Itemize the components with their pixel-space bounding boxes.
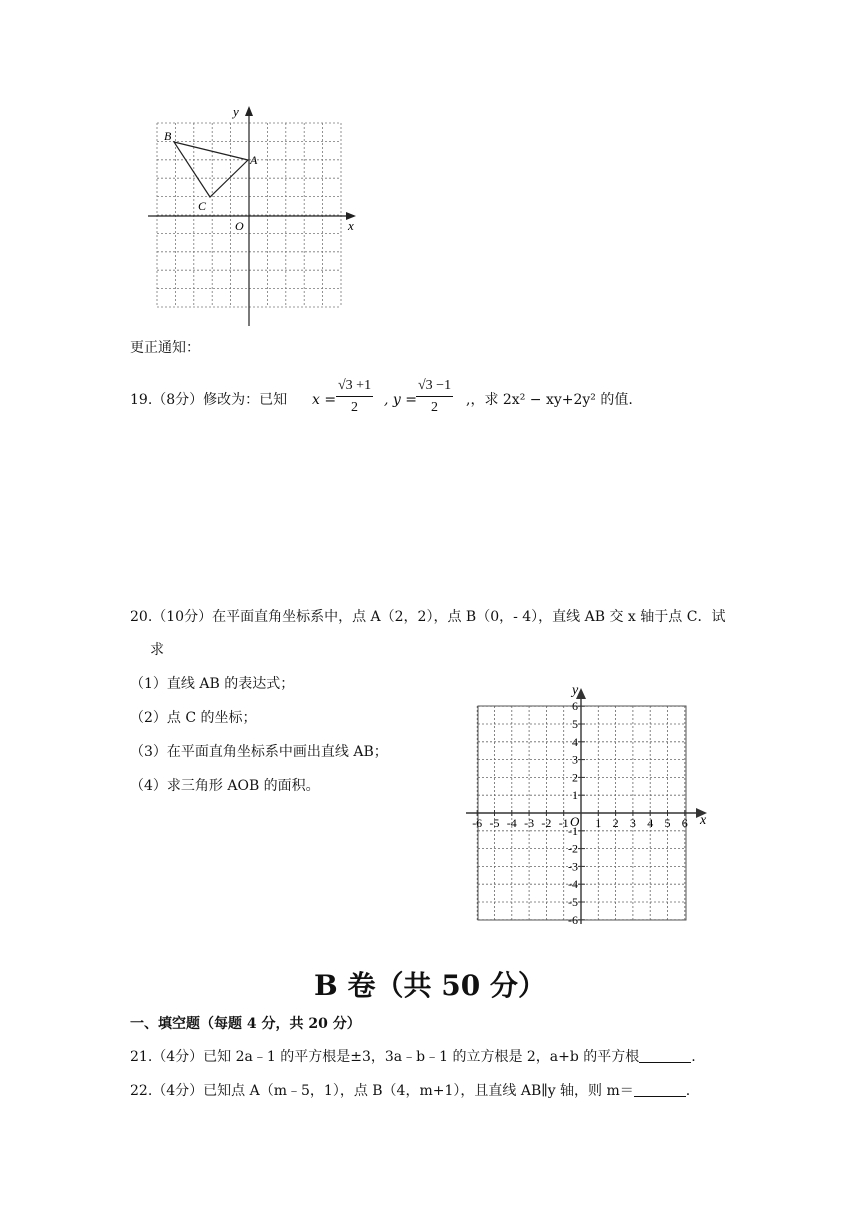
y-tick-label: -2	[568, 841, 578, 856]
q19-x-fraction	[336, 376, 373, 419]
q22-text: 22.（4分）已知点 A（m﹣5，1），点 B（4，m+1），且直线 AB∥y 轴，则 m＝	[130, 1083, 634, 1099]
x-tick-label: 6	[681, 816, 688, 830]
q19-y-fraction	[416, 376, 453, 419]
x-tick-label: -6	[472, 816, 483, 830]
x-tick-label: -1	[558, 816, 569, 830]
y-tick-label: -3	[568, 859, 578, 874]
x-tick-label: 1	[595, 816, 602, 830]
q21-answer-blank[interactable]	[639, 1048, 691, 1063]
y-tick-label: 3	[572, 752, 578, 767]
q21-text: 21.（4分）已知 2a﹣1 的平方根是±3，3a﹣b﹣1 的立方根是 2，a+b 的平方根	[130, 1049, 640, 1065]
q21-end: .	[691, 1049, 696, 1065]
coordinate-grid-graph	[460, 680, 714, 928]
q22-end: .	[685, 1083, 691, 1099]
y-tick-label: -6	[568, 912, 578, 927]
q20-stem: 20.（10分）在平面直角坐标系中，点 A（2，2），点 B（0，- 4），直线 AB 交 x 轴于点 C．试	[130, 609, 726, 625]
q20-item-3: （3）在平面直角坐标系中画出直线 AB；	[130, 744, 388, 760]
origin-label: O	[235, 219, 244, 233]
point-c-label: C	[198, 199, 207, 213]
q20-stem-continued: 求	[150, 642, 164, 658]
q22	[130, 1081, 690, 1101]
y-tick-label: 1	[572, 788, 578, 803]
y-axis-arrow	[245, 106, 253, 116]
y-tick-label: 6	[572, 699, 578, 714]
origin-label: O	[570, 814, 580, 829]
x-tick-label: -5	[489, 816, 500, 830]
y-axis-label: y	[572, 683, 579, 698]
correction-notice: 更正通知：	[130, 340, 200, 356]
triangle-abc	[174, 142, 248, 197]
q20-item-4: （4）求三角形 AOB 的面积。	[130, 778, 320, 794]
q20-item-2: （2）点 C 的坐标；	[130, 710, 257, 726]
point-b-label: B	[164, 129, 172, 143]
q19-y-numerator: √3 −1	[416, 376, 453, 397]
q19-x-numerator: √3 +1	[336, 376, 373, 397]
part-b-title: B 卷（共 50 分）	[314, 969, 546, 1002]
q19-suffix: ,，求 2x² − xy+2y² 的值.	[466, 392, 633, 408]
q22-answer-blank[interactable]	[634, 1082, 686, 1097]
x-axis-label: x	[348, 218, 354, 233]
q20-item-1: （1）直线 AB 的表达式；	[130, 676, 295, 692]
x-tick-label: -4	[506, 816, 517, 830]
x-tick-label: 5	[664, 816, 671, 830]
q19-x-denominator: 2	[351, 400, 359, 415]
y-tick-label: -4	[568, 877, 578, 892]
x-tick-label: -2	[541, 816, 552, 830]
q21	[130, 1047, 696, 1067]
x-tick-label: 3	[629, 816, 636, 830]
x-axis-label: x	[700, 813, 707, 828]
y-tick-label: 5	[572, 717, 578, 731]
q19-y-lhs: , y =	[384, 392, 417, 408]
q19-y-denominator: 2	[431, 400, 439, 415]
triangle-coordinate-graph	[140, 100, 370, 328]
section-heading: 一、填空题（每题 4 分，共 20 分）	[130, 1016, 361, 1032]
q19-x-lhs: x =	[312, 392, 337, 408]
x-tick-label: -3	[524, 816, 535, 830]
y-tick-label: -5	[568, 895, 578, 909]
x-tick-label: 4	[647, 816, 654, 830]
y-tick-label: -1	[568, 823, 578, 838]
y-axis-label: y	[233, 104, 239, 119]
y-tick-label: 4	[572, 734, 578, 749]
point-a-label: A	[250, 153, 258, 167]
q19-prefix: 19.（8分）修改为：已知	[130, 392, 288, 408]
y-tick-label: 2	[572, 770, 578, 785]
x-tick-label: 2	[612, 816, 619, 830]
